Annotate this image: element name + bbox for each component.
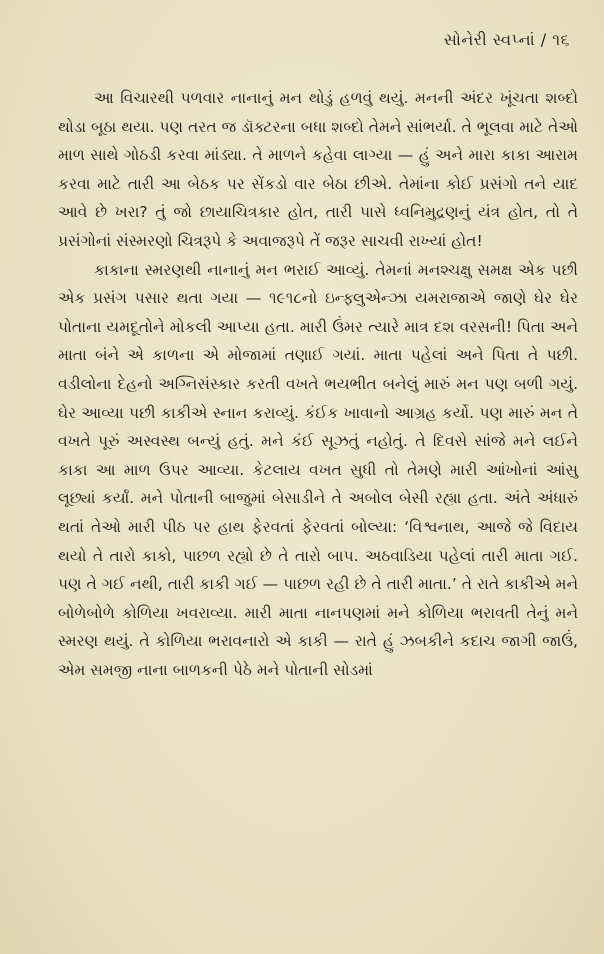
paragraph: આ વિચારથી પળવાર નાનાનું મન થોડું હળવું થયું. મનની અંદર ખૂંચતા શબ્દો થોડા બૂઠા થયા. પણ તરત જ ડૉક્ટરના બધા શબ્દો તેમને સાંભર્યા. તે ભૂલવા માટે તેઓ માળ સાથે ગોઠડી કરવા માંડ્યા. તે માળને કહેવા લાગ્યા — હું અને મારા કાકા આરામ કરવા માટે તારી આ બેઠક પર સેંકડો વાર બેઠા છીએ. તેમાંના કોઈ પ્રસંગો તને યાદ આવે છે ખરા? તું જો છાયાચિત્રકાર હોત, તારી પાસે ધ્વનિમુદ્રણનું યંત્ર હોત, તો તે પ્રસંગોનાં સંસ્મરણો ચિત્રરૂપે કે અવાજરૂપે તેં જરૂર સાચવી રાખ્યાં હોત! [58, 89, 578, 250]
paragraph: કાકાના સ્મરણથી નાનાનું મન ભરાઈ આવ્યું. તેમનાં મનશ્ચક્ષુ સમક્ષ એક પછી એક પ્રસંગ પસાર થતા ગયા — ૧૯૧૮નો ઇન્ફ્લુએન્ઝા યમરાજાએ જાણે ઘેર ઘેર પોતાના યમદૂતોને મોકલી આપ્યા હતા. મારી ઉંમર ત્યારે માત્ર દશ વરસની! પિતા અને માતા બંને એ કાળના એ મોજામાં તણાઈ ગયાં. માતા પહેલાં અને પિતા તે પછી. વડીલોના દેહનો અગ્નિસંસ્કાર કરતી વખતે ભયભીત બનેલું મારું મન પણ બળી ગયું. ઘેર આવ્યા પછી કાકીએ સ્નાન કરાવ્યું. કંઈક ખાવાનો આગ્રહ કર્યો. પણ મારું મન તે વખતે પૂરું અસ્વસ્થ બન્યું હતું. મને કંઈ સૂઝતું નહોતું. તે દિવસે સાંજે મને લઈને કાકા આ માળ ઉપર આવ્યા. કેટલાય વખત સુધી તો તેમણે મારી આંખોનાં આંસુ લૂછ્યાં કર્યાં. મને પોતાની બાજુમાં બેસાડીને તે અબોલ બેસી રહ્યા હતા. અંતે અંધારું થતાં તેઓ મારી પીઠ પર હાથ ફેરવતાં ફેરવતાં બોલ્યા: ‘વિશ્વનાથ, આજે જે વિદાય થયો તે તારો કાકો, પાછળ રહ્યો છે તે તારો બાપ. અઠવાડિયા પહેલાં તારી માતા ગઈ. પણ તે ગઈ નથી, તારી કાકી ગઈ — પાછળ રહી છે તે તારી માતા.’ તે રાતે કાકીએ મને બોળેબોળે કોળિયા ખવરાવ્યા. મારી માતા નાનપણમાં મને કોળિયા ભરાવતી તેનું મને સ્મરણ થયું. તે કોળિયા ભરાવનારો એ કાકી — રાતે હું ઝબકીને કદાચ જાગી જાઉં, એમ સમજી નાના બાળકની પેઠે મને પોતાની સોડમાં [58, 260, 578, 679]
body-text [58, 84, 578, 684]
running-head: સોનેરી સ્વપ્નાં / ૧૬ [443, 30, 570, 49]
